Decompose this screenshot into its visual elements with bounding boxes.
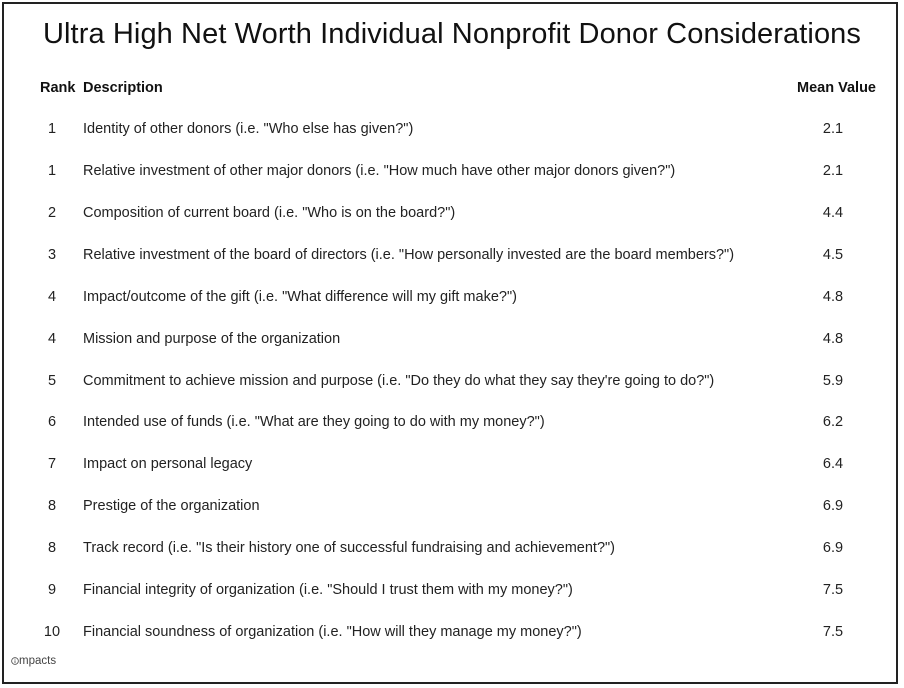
rank-cell: 1	[47, 121, 57, 137]
table-row	[0, 373, 904, 393]
description-cell: Financial integrity of organization (i.e. "Should I trust them with my money?")	[83, 582, 573, 598]
description-cell: Impact on personal legacy	[83, 456, 253, 472]
rank-cell: 9	[47, 582, 57, 598]
mean-value-cell: 7.5	[822, 582, 844, 598]
mean-value-cell: 6.9	[822, 540, 844, 556]
description-cell: Financial soundness of organization (i.e. "How will they manage my money?")	[83, 624, 582, 640]
mean-value-cell: 6.4	[822, 456, 844, 472]
description-cell: Composition of current board (i.e. "Who is on the board?")	[83, 205, 456, 221]
table-row	[0, 121, 904, 141]
column-header-mean-value: Mean Value	[797, 80, 876, 96]
description-cell: Commitment to achieve mission and purpose (i.e. "Do they do what they say they're going to do?")	[83, 373, 715, 389]
table-row	[0, 582, 904, 602]
circle-i-icon	[11, 657, 19, 665]
table-row	[0, 624, 904, 644]
mean-value-cell: 7.5	[822, 624, 844, 640]
rank-cell: 8	[47, 540, 57, 556]
table-row	[0, 540, 904, 560]
rank-cell: 4	[47, 331, 57, 347]
brand-text: mpacts	[19, 655, 57, 667]
mean-value-cell: 5.9	[822, 373, 844, 389]
brand-logo	[11, 655, 56, 667]
mean-value-cell: 4.4	[822, 205, 844, 221]
rank-cell: 2	[47, 205, 57, 221]
description-cell: Track record (i.e. "Is their history one of successful fundraising and achievement?")	[83, 540, 615, 556]
column-header-rank: Rank	[40, 80, 76, 96]
column-header-description: Description	[83, 80, 163, 96]
table-row	[0, 456, 904, 476]
table-row	[0, 247, 904, 267]
rank-cell: 10	[43, 624, 61, 640]
mean-value-cell: 6.2	[822, 414, 844, 430]
mean-value-cell: 4.8	[822, 289, 844, 305]
mean-value-cell: 4.5	[822, 247, 844, 263]
mean-value-cell: 2.1	[822, 121, 844, 137]
table-row	[0, 414, 904, 434]
mean-value-cell: 2.1	[822, 163, 844, 179]
description-cell: Impact/outcome of the gift (i.e. "What difference will my gift make?")	[83, 289, 517, 305]
description-cell: Identity of other donors (i.e. "Who else has given?")	[83, 121, 414, 137]
description-cell: Prestige of the organization	[83, 498, 260, 514]
table-row	[0, 498, 904, 518]
description-cell: Relative investment of other major donors (i.e. "How much have other major donors given?")	[83, 163, 676, 179]
page-title: Ultra High Net Worth Individual Nonprofit Donor Considerations	[42, 18, 862, 50]
description-cell: Relative investment of the board of directors (i.e. "How personally invested are the board members?")	[83, 247, 735, 263]
mean-value-cell: 4.8	[822, 331, 844, 347]
rank-cell: 6	[47, 414, 57, 430]
table-row	[0, 205, 904, 225]
table-row	[0, 331, 904, 351]
rank-cell: 7	[47, 456, 57, 472]
table-row	[0, 163, 904, 183]
rank-cell: 3	[47, 247, 57, 263]
table-row	[0, 289, 904, 309]
description-cell: Intended use of funds (i.e. "What are they going to do with my money?")	[83, 414, 545, 430]
description-cell: Mission and purpose of the organization	[83, 331, 341, 347]
rank-cell: 8	[47, 498, 57, 514]
rank-cell: 5	[47, 373, 57, 389]
rank-cell: 1	[47, 163, 57, 179]
rank-cell: 4	[47, 289, 57, 305]
mean-value-cell: 6.9	[822, 498, 844, 514]
